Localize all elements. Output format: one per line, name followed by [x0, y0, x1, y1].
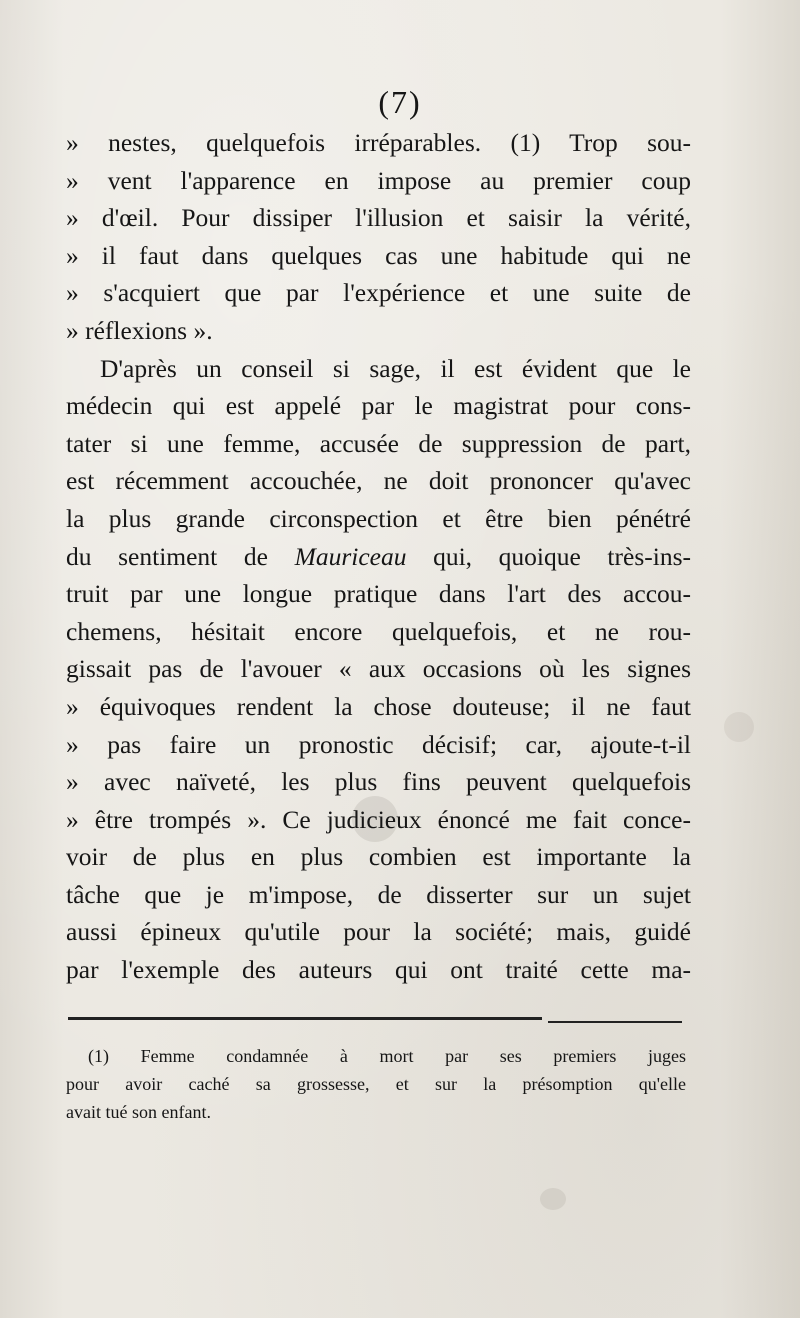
text-line: truit par une longue pratique dans l'art des accou- [66, 579, 691, 609]
text-line: par l'exemple des auteurs qui ont traité cette ma- [66, 955, 691, 985]
separator-rule-left [68, 1017, 542, 1020]
text-line: tâche que je m'impose, de disserter sur un sujet [66, 879, 691, 909]
text-line: voir de plus en plus combien est importante la [66, 842, 691, 872]
footnote-line: (1) Femme condamnée à mort par ses premiers juges [88, 1046, 686, 1066]
paragraph-start-line: D'après un conseil si sage, il est évident que le [100, 353, 691, 383]
text-line: chemens, hésitait encore quelquefois, et ne rou- [66, 616, 691, 646]
text-line: tater si une femme, accusée de suppression de part, [66, 428, 691, 458]
italic-name: Mauriceau [294, 541, 407, 571]
text-line: la plus grande circonspection et être bien pénétré [66, 503, 691, 533]
text-line: aussi épineux qu'utile pour la société; mais, guidé [66, 917, 691, 947]
text-line: du sentiment de Mauriceau qui, quoique très-ins- [66, 541, 691, 571]
text-line: » s'acquiert que par l'expérience et une suite de [66, 278, 691, 308]
paper-stain [540, 1188, 566, 1210]
text-line: » réflexions ». [66, 315, 213, 345]
footnote [66, 1042, 686, 1126]
text-line: » avec naïveté, les plus fins peuvent quelquefois [66, 767, 691, 797]
text-line: » vent l'apparence en impose au premier coup [66, 165, 691, 195]
text-line: » équivoques rendent la chose douteuse; il ne faut [66, 691, 691, 721]
text-line: » d'œil. Pour dissiper l'illusion et saisir la vérité, [66, 203, 691, 233]
page-number: (7) [378, 84, 422, 120]
footnote-line: pour avoir caché sa grossesse, et sur la présomption qu'elle [66, 1074, 686, 1094]
separator-rule-right [548, 1021, 682, 1023]
text-line: » nestes, quelquefois irréparables. (1) Trop sou- [66, 128, 691, 157]
text-line: » il faut dans quelques cas une habitude qui ne [66, 240, 691, 270]
text-line: » être trompés ». Ce judicieux énoncé me fait conce- [66, 804, 691, 834]
footnote-separator [68, 1016, 682, 1024]
text-line: est récemment accouchée, ne doit prononcer qu'avec [66, 466, 691, 496]
text-line: gissait pas de l'avouer « aux occasions où les signes [66, 654, 691, 684]
body-text [66, 124, 691, 989]
paper-stain [724, 712, 754, 742]
footnote-line: avait tué son enfant. [66, 1102, 211, 1122]
text-line: médecin qui est appelé par le magistrat pour cons- [66, 391, 691, 421]
text-line: » pas faire un pronostic décisif; car, ajoute-t-il [66, 729, 691, 759]
